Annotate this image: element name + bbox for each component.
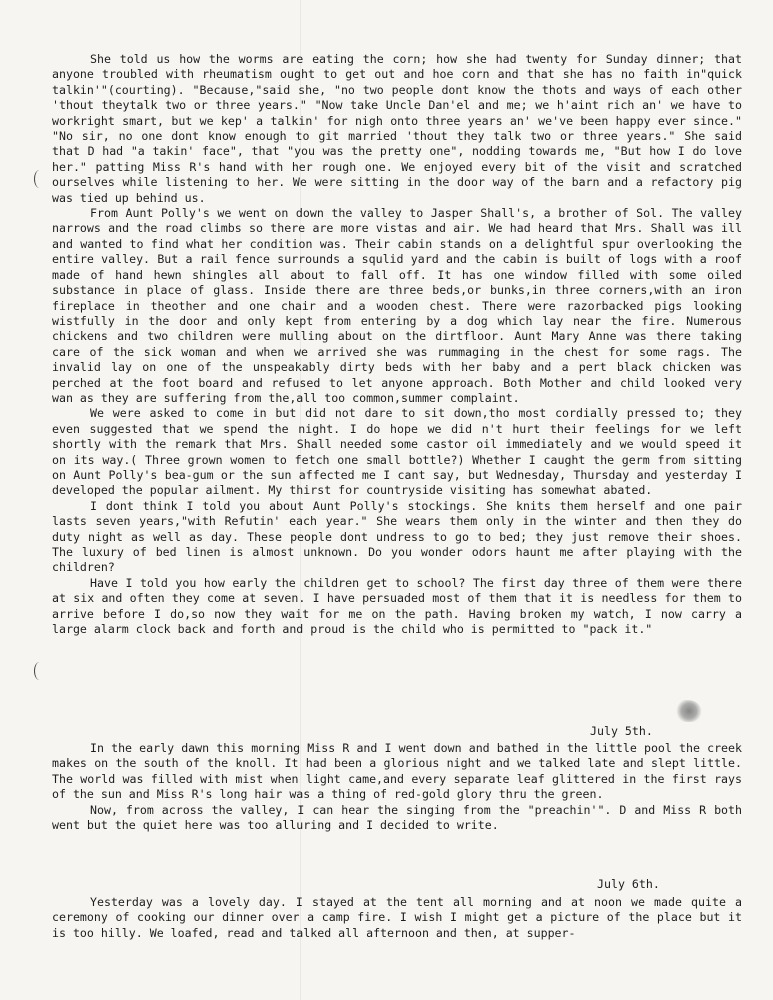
- entry-july-5-body: [52, 741, 742, 833]
- entry-july-6-body: [52, 895, 742, 941]
- paragraph: We were asked to come in but did not dare to sit down,tho most cordially pressed to; they even suggested that we spend the night. I do hope we did n't hurt their feelings for we left shortly with the remark that Mrs. Shall needed some castor oil immediately and we would speed it on its way.( Three grown women to fetch one small bottle?) Whether I caught the germ from sitting on Aunt Polly's bea-gum or the sun affected me I cant say, but Wednesday, Thursday and yesterday I developed the popular ailment. My thirst for countryside visiting has somewhat abated.: [52, 406, 742, 498]
- binder-hole-mark: [34, 170, 45, 188]
- paragraph: She told us how the worms are eating the corn; how she had twenty for Sunday dinner; that anyone troubled with rheumatism ought to get out and hoe corn and that she has no faith in"quick talkin'"(courting). "Because,"said she, "no two people dont know the thots and ways of each other 'thout theytalk two or three years." "Now take Uncle Dan'el and me; we h'aint rich an' we have to workright smart, but we kep' a talkin' for nigh onto three years an' we've been happy ever since." "No sir, no one dont know enough to git married 'thout they talk two or three years." She said that D had "a takin' face", that "you was the pretty one", nodding towards me, "But how I do love her." patting Miss R's hand with her rough one. We enjoyed every bit of the visit and scratched ourselves while listening to her. We were sitting in the door way of the barn and a refactory pig was tied up behind us.: [52, 52, 742, 205]
- paragraph: In the early dawn this morning Miss R and I went down and bathed in the little pool the creek makes on the south of the knoll. It had been a glorious night and we talked late and slept little. The world was filled with mist when light came,and every separate leaf glittered in the first rays of the sun and Miss R's long hair was a thing of red-gold glory thru the green.: [52, 741, 742, 802]
- paragraph: Yesterday was a lovely day. I stayed at the tent all morning and at noon we made quite a ceremony of cooking our dinner over a camp fire. I wish I might get a picture of the place but it is too hilly. We loafed, read and talked all afternoon and then, at supper-: [52, 895, 742, 940]
- entry-date-july-5: July 5th.: [590, 724, 653, 738]
- paragraph: Have I told you how early the children get to school? The first day three of them were there at six and often they come at seven. I have persuaded most of them that it is needless for them to arrive before I do,so now they wait for me on the path. Having broken my watch, I now carry a large alarm clock back and forth and proud is the child who is permitted to "pack it.": [52, 575, 742, 637]
- paragraph: From Aunt Polly's we went on down the valley to Jasper Shall's, a brother of Sol. The valley narrows and the road climbs so there are more vistas and air. We had heard that Mrs. Shall was ill and wanted to find what her condition was. Their cabin stands on a delightful spur overlooking the entire valley. But a rail fence surrounds a squlid yard and the cabin is built of logs with a roof made of hand hewn shingles all about to fall off. It has one window filled with some oiled substance in place of glass. Inside there are three beds,or bunks,in three corners,with an iron fireplace in theother and one chair and a wooden chest. There were razorbacked pigs looking wistfully in the door and only kept from entering by a dog which lay near the fire. Numerous chickens and two children were mulling about on the dirtfloor. Aunt Mary Anne was there taking care of the sick woman and when we arrived she was rummaging in the chest for some rags. The invalid lay on one of the unspeakably dirty beds with her baby and a pert black chicken was perched at the foot board and refused to let anyone approach. Both Mother and child looked very wan as they are suffering from the,all too common,summer complaint.: [52, 206, 742, 405]
- letter-section-1: [52, 52, 742, 637]
- paragraph: Now, from across the valley, I can hear the singing from the "preachin'". D and Miss R both went but the quiet here was too alluring and I decided to write.: [52, 802, 742, 833]
- ink-smudge: [676, 700, 702, 722]
- entry-date-july-6: July 6th.: [597, 877, 660, 891]
- binder-hole-mark: [34, 662, 45, 680]
- paragraph: I dont think I told you about Aunt Polly's stockings. She knits them herself and one pair lasts seven years,"with Refutin' each year." She wears them only in the winter and then they do duty night as well as day. These people dont undress to go to bed; they just remove their shoes. The luxury of bed linen is almost unknown. Do you wonder odors haunt me after playing with the children?: [52, 498, 742, 575]
